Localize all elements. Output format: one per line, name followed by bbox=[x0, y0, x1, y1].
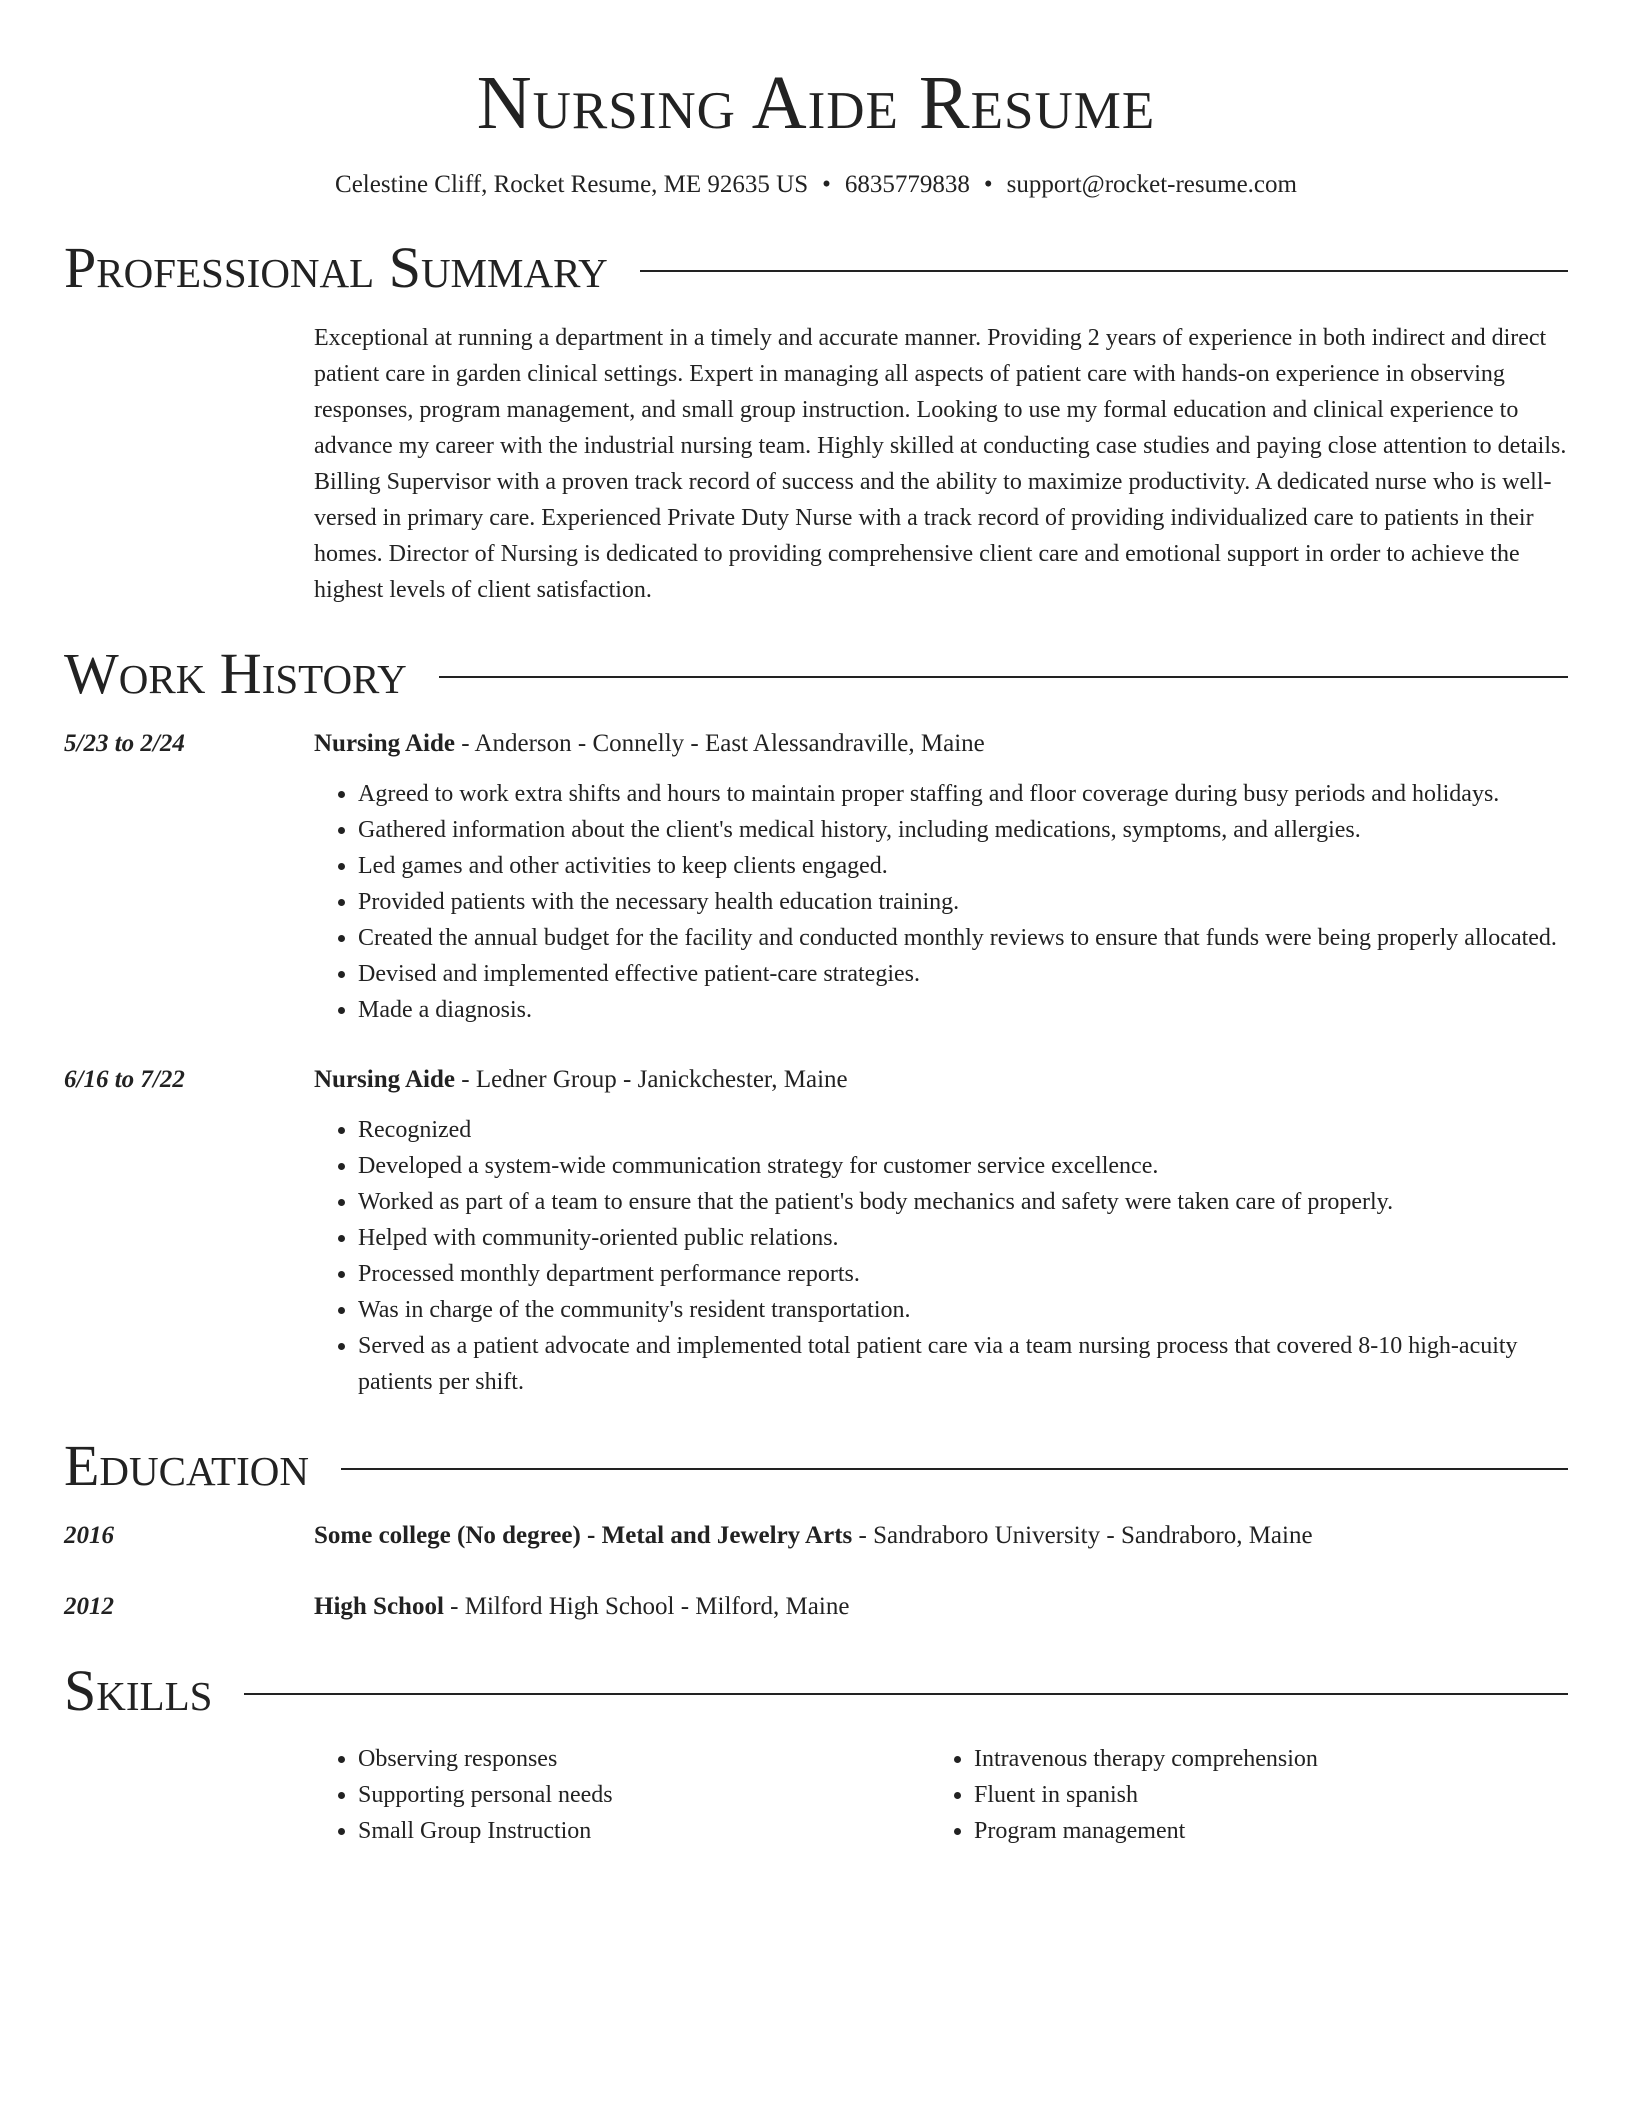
job-bullet: • Created the annual budget for the facility and conducted monthly reviews to ensure that funds were being properly allocated. bbox=[358, 920, 1568, 956]
job-bullet: • Recognized bbox=[358, 1112, 1568, 1148]
job-bullets bbox=[314, 776, 1568, 1028]
skill-item: • Small Group Instruction bbox=[358, 1813, 930, 1849]
skills-column-left bbox=[314, 1741, 930, 1849]
separator-dot: • bbox=[983, 171, 993, 198]
section-divider bbox=[439, 676, 1568, 678]
job-bullet: • Helped with community-oriented public relations. bbox=[358, 1220, 1568, 1256]
job-details: - Anderson - Connelly - East Alessandraville, Maine bbox=[455, 730, 985, 757]
job-bullet: • Developed a system-wide communication strategy for customer service excellence. bbox=[358, 1148, 1568, 1184]
skill-item: • Intravenous therapy comprehension bbox=[974, 1741, 1546, 1777]
separator-dot: • bbox=[822, 171, 831, 198]
skill-item: • Supporting personal needs bbox=[358, 1777, 930, 1813]
education-degree: High School bbox=[314, 1593, 444, 1620]
section-summary-header bbox=[64, 236, 1568, 300]
section-skills-header bbox=[64, 1659, 1568, 1723]
section-divider bbox=[244, 1693, 1568, 1695]
section-education-header bbox=[64, 1434, 1568, 1498]
job-heading bbox=[314, 726, 1568, 762]
section-title-work: Work History bbox=[64, 641, 407, 706]
skills-list bbox=[314, 1741, 1568, 1849]
section-divider bbox=[640, 270, 1568, 272]
job-content bbox=[314, 1062, 1568, 1400]
job-bullet: • Provided patients with the necessary health education training. bbox=[358, 884, 1568, 920]
resume-title: Nursing Aide Resume bbox=[476, 61, 1156, 145]
job-bullet: • Devised and implemented effective patient-care strategies. bbox=[358, 956, 1568, 992]
job-title: Nursing Aide bbox=[314, 1066, 456, 1093]
job-dates: 6/16 to 7/22 bbox=[64, 1066, 185, 1093]
job-bullet: • Agreed to work extra shifts and hours to maintain proper staffing and floor coverage during busy periods and holidays. bbox=[358, 776, 1568, 812]
job-bullet: • Worked as part of a team to ensure that the patient's body mechanics and safety were taken care of properly. bbox=[358, 1184, 1568, 1220]
job-title: Nursing Aide bbox=[314, 730, 456, 757]
contact-phone: 6835779838 bbox=[844, 171, 970, 198]
section-title-summary: Professional Summary bbox=[64, 235, 608, 300]
education-entry bbox=[64, 1589, 1568, 1625]
education-year: 2012 bbox=[64, 1593, 114, 1620]
section-title-skills: Skills bbox=[64, 1658, 213, 1723]
skill-item: • Fluent in spanish bbox=[974, 1777, 1546, 1813]
education-content bbox=[314, 1589, 1568, 1625]
contact-line bbox=[64, 168, 1568, 202]
skills-column-right bbox=[930, 1741, 1546, 1849]
job-bullet: • Processed monthly department performance reports. bbox=[358, 1256, 1568, 1292]
education-entry bbox=[64, 1518, 1568, 1554]
job-dates: 5/23 to 2/24 bbox=[64, 730, 185, 757]
section-divider bbox=[341, 1468, 1568, 1470]
job-bullet: • Made a diagnosis. bbox=[358, 992, 1568, 1028]
education-content bbox=[314, 1518, 1568, 1554]
skill-item: • Program management bbox=[974, 1813, 1546, 1849]
skill-item: • Observing responses bbox=[358, 1741, 930, 1777]
job-details: - Ledner Group - Janickchester, Maine bbox=[455, 1066, 848, 1093]
job-content bbox=[314, 726, 1568, 1028]
job-entry bbox=[64, 726, 1568, 1028]
education-details: - Sandraboro University - Sandraboro, Maine bbox=[852, 1522, 1313, 1549]
job-bullet: • Served as a patient advocate and implemented total patient care via a team nursing process that covered 8-10 high-acuity patients per shift. bbox=[358, 1328, 1568, 1400]
education-year: 2016 bbox=[64, 1522, 114, 1549]
job-heading bbox=[314, 1062, 1568, 1098]
section-title-education: Education bbox=[64, 1433, 309, 1498]
education-details: - Milford High School - Milford, Maine bbox=[443, 1593, 850, 1620]
job-bullet: • Was in charge of the community's resident transportation. bbox=[358, 1292, 1568, 1328]
contact-email: support@rocket-resume.com bbox=[1006, 171, 1297, 198]
section-work-header bbox=[64, 642, 1568, 706]
education-degree: Some college (No degree) - Metal and Jewelry Arts bbox=[314, 1522, 853, 1549]
job-bullets bbox=[314, 1112, 1568, 1400]
job-bullet: • Gathered information about the client's medical history, including medications, symptoms, and allergies. bbox=[358, 812, 1568, 848]
summary-text: Exceptional at running a department in a timely and accurate manner. Providing 2 years of experience in both indirect and direct patient care in garden clinical settings. Expert in managing all aspects of patient care with hands-on experience in observing responses, program management, and small group instruction. Looking to use my formal education and clinical experience to advance my career with the industrial nursing team. Highly skilled at conducting case studies and paying close attention to details. Billing Supervisor with a proven track record of success and the ability to maximize productivity. A dedicated nurse who is well-versed in primary care. Experienced Private Duty Nurse with a track record of providing individualized care to patients in their homes. Director of Nursing is dedicated to providing comprehensive client care and emotional support in order to achieve the highest levels of client satisfaction. bbox=[314, 325, 1567, 603]
contact-address: Celestine Cliff, Rocket Resume, ME 92635 US bbox=[335, 171, 809, 198]
job-bullet: • Led games and other activities to keep clients engaged. bbox=[358, 848, 1568, 884]
job-entry bbox=[64, 1062, 1568, 1400]
